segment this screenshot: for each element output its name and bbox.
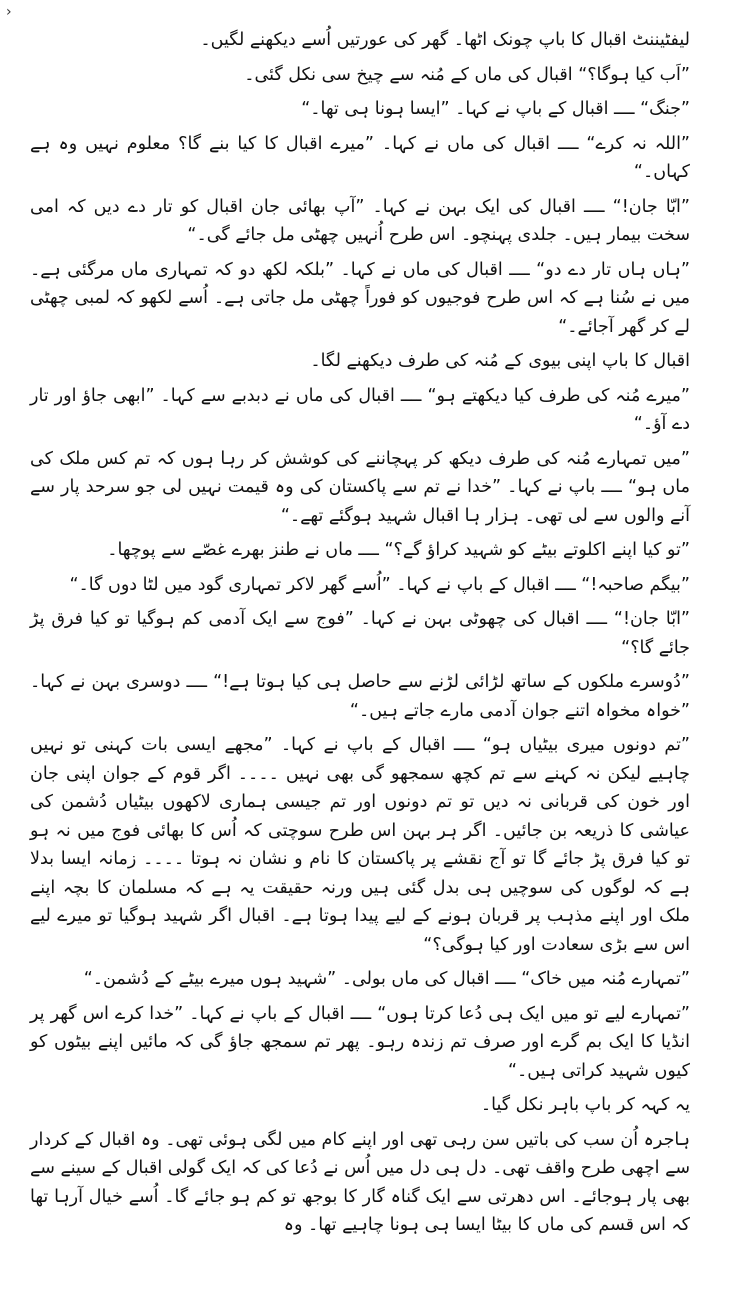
- corner-mark: ›: [6, 4, 12, 20]
- paragraph-17: یہ کہہ کر باپ باہر نکل گیا۔: [480, 1095, 690, 1115]
- paragraph-14: ”تم دونوں میری بیٹیاں ہو“ ــــ اقبال کے باپ نے کہا۔ ”مجھے ایسی بات کہنی تو نہیں چاہیے لیکن نہ کہنے سے تم کچھ سمجھو گی بھی نہیں ۔۔۔۔ اگر قوم کے جوان اپنی جان اور خون کی قربانی نہ دیں تو تم دونوں اور تم جیسی ہماری لاکھوں بیٹیاں دُشمن کی عیاشی کا ذریعہ بن جائیں۔ اگر ہر بہن اس طرح سوچتی کہ اُس کا بھائی فوج میں نہ ہو تو کیا فرق پڑ جائے گا تو آج نقشے پر پاکستان کا نام و نشان نہ ہوتا ۔۔۔۔ زمانہ ایسا بدلا ہے کہ لوگوں کی سوچیں ہی بدل گئی ہیں ورنہ حقیقت یہ ہے کہ مسلمان کا بچہ اپنے ملک اور اپنے مذہب پر قربان ہونے کے لیے پیدا ہوتا ہے۔ اقبال اگر شہید ہوگیا تو میرے لیے اس سے بڑی سعادت اور کیا ہوگی؟“: [30, 735, 690, 955]
- paragraph-13: ”دُوسرے ملکوں کے ساتھ لڑائی لڑنے سے حاصل ہی کیا ہوتا ہے!“ ــــ دوسری بہن نے کہا۔ ”خواہ مخواہ اتنے جوان آدمی مارے جاتے ہیں۔“: [30, 672, 690, 721]
- paragraph-1: لیفٹیننٹ اقبال کا باپ چونک اٹھا۔ گھر کی عورتیں اُسے دیکھنے لگیں۔: [200, 30, 690, 50]
- paragraph-16: ”تمہارے لیے تو میں ایک ہی دُعا کرتا ہوں“ ــــ اقبال کے باپ نے کہا۔ ”خدا کرے اس گھر پر انڈیا کا ایک بم گرے اور صرف تم زندہ رہو۔ پھر تم سمجھ جاؤ گی کہ مائیں اپنے بیٹوں کو کیوں شہید کراتی ہیں۔“: [30, 1003, 690, 1081]
- paragraph-6: ”ہاں ہاں تار دے دو“ ــــ اقبال کی ماں نے کہا۔ ”بلکہ لکھ دو کہ تمہاری ماں مرگئی ہے۔ میں نے سُنا ہے کہ اس طرح فوجیوں کو فوراً چھٹی مل جاتی ہے۔ اُسے لکھو کہ لمبی چھٹی لے کر گھر آجائے۔“: [30, 259, 690, 337]
- paragraph-4: ”اللہ نہ کرے“ ــــ اقبال کی ماں نے کہا۔ ”میرے اقبال کا کیا بنے گا؟ معلوم نہیں وہ ہے کہاں۔“: [30, 133, 690, 182]
- paragraph-11: ”بیگم صاحبہ!“ ــــ اقبال کے باپ نے کہا۔ ”اُسے گھر لاکر تمہاری گود میں لٹا دوں گا۔“: [69, 574, 690, 595]
- paragraph-18: ہاجرہ اُن سب کی باتیں سن رہی تھی اور اپنے کام میں لگی ہوئی تھی۔ وہ اقبال کے کردار سے اچھی طرح واقف تھی۔ دل ہی دل میں اُس نے دُعا کی کہ ایک گولی اقبال کے سینے سے بھی پار ہوجائے۔ اس دھرتی سے ایک گناہ گار کا بوجھ تو کم ہو جائے گا۔ اُسے خیال آرہا تھا کہ اس قسم کی ماں کا بیٹا ایسا ہی ہونا چاہیے تھا۔ وہ: [30, 1129, 690, 1235]
- paragraph-10: ”تو کیا اپنے اکلوتے بیٹے کو شہید کراؤ گے؟“ ــــ ماں نے طنز بھرے غصّے سے پوچھا۔: [107, 540, 690, 560]
- paragraph-5: ”ابّا جان!“ ــــ اقبال کی ایک بہن نے کہا۔ ”آپ بھائی جان اقبال کو تار دے دیں کہ امی سخت بیمار ہیں۔ جلدی پہنچو۔ اس طرح اُنہیں چھٹی مل جائے گی۔“: [30, 196, 690, 245]
- paragraph-9: ”میں تمہارے مُنہ کی طرف دیکھ کر پہچاننے کی کوشش کر رہا ہوں کہ تم کس ملک کی ماں ہو“ ــــ باپ نے کہا۔ ”خدا نے تم سے پاکستان کی وہ قیمت نہیں لی جو سرحد پار سے آنے والوں سے لی تھی۔ ہزار ہا اقبال شہید ہوگئے تھے۔“: [30, 448, 690, 526]
- paragraph-7: اقبال کا باپ اپنی بیوی کے مُنہ کی طرف دیکھنے لگا۔: [310, 351, 690, 371]
- paragraph-8: ”میرے مُنہ کی طرف کیا دیکھتے ہو“ ــــ اقبال کی ماں نے دبدبے سے کہا۔ ”ابھی جاؤ اور تار دے آؤ۔“: [30, 385, 690, 434]
- paragraph-2: ”اَب کیا ہوگا؟“ اقبال کی ماں کے مُنہ سے چیخ سی نکل گئی۔: [244, 64, 690, 85]
- paragraph-12: ”ابّا جان!“ ــــ اقبال کی چھوٹی بہن نے کہا۔ ”فوج سے ایک آدمی کم ہوگیا تو کیا فرق پڑ جائے گا؟“: [30, 609, 690, 658]
- paragraph-3: ”جنگ“ ــــ اقبال کے باپ نے کہا۔ ”ایسا ہونا ہی تھا۔“: [301, 99, 690, 119]
- paragraph-15: ”تمہارے مُنہ میں خاک“ ــــ اقبال کی ماں بولی۔ ”شہید ہوں میرے بیٹے کے دُشمن۔“: [83, 969, 690, 989]
